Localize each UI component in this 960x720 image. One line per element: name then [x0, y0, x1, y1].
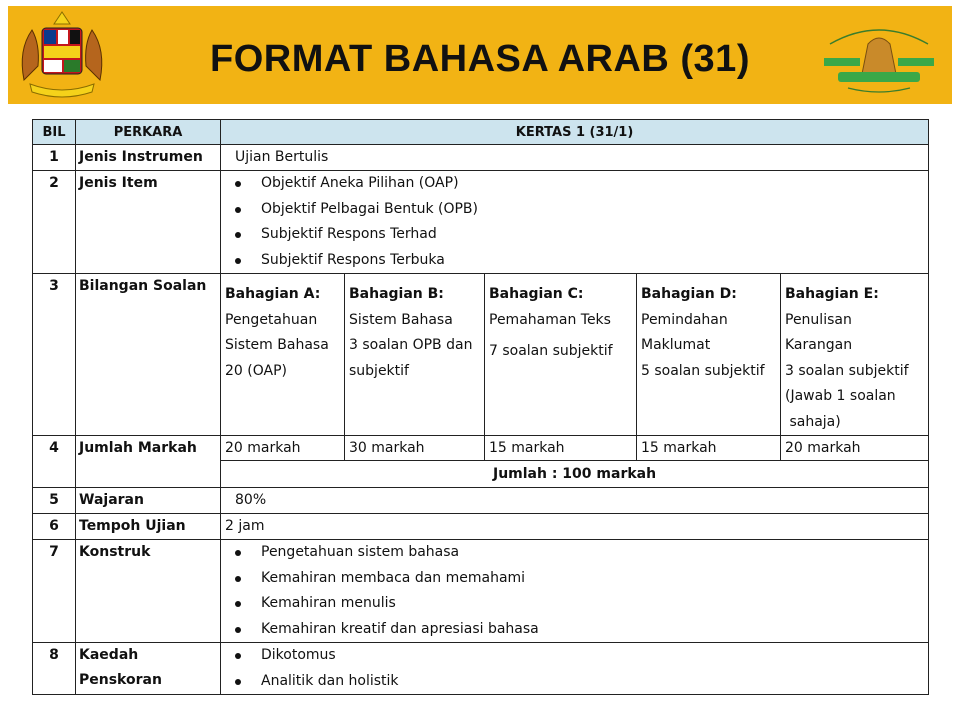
section-line: 20 (OAP) [225, 362, 287, 379]
table-row [33, 274, 929, 436]
malaysia-crest-icon [14, 10, 110, 102]
section-b [345, 274, 485, 436]
table-row [33, 488, 929, 514]
row-value: 2 jam [221, 514, 929, 540]
list-item: Pengetahuan sistem bahasa [227, 540, 922, 566]
row-label: Konstruk [76, 540, 221, 643]
section-line: 7 soalan subjektif [489, 343, 613, 359]
table-row [33, 436, 929, 461]
section-line: Maklumat [641, 337, 711, 353]
section-line: sahaja) [785, 413, 841, 430]
section-heading: Bahagian D: [641, 286, 737, 302]
section-c [485, 274, 637, 436]
section-line: (Jawab 1 soalan [785, 388, 896, 404]
section-line: Karangan [785, 337, 853, 353]
list-item: Subjektif Respons Terhad [227, 222, 922, 248]
marks-e: 20 markah [781, 436, 929, 461]
row-number: 7 [33, 540, 76, 643]
section-line: Sistem Bahasa [349, 311, 453, 328]
table-row [33, 171, 929, 274]
section-heading: Bahagian B: [349, 286, 444, 302]
row-number: 8 [33, 643, 76, 695]
list-item: Kemahiran membaca dan memahami [227, 566, 922, 592]
row-bullets [221, 643, 929, 695]
table-header-row [33, 120, 929, 145]
table-row [33, 514, 929, 540]
row-label [76, 643, 221, 695]
section-line: subjektif [349, 362, 409, 379]
column-header-bil: BIL [33, 120, 76, 145]
row-value: 80% [221, 488, 929, 514]
marks-a: 20 markah [221, 436, 345, 461]
section-line: Sistem Bahasa [225, 337, 329, 353]
column-header-perkara: PERKARA [76, 120, 221, 145]
marks-c: 15 markah [485, 436, 637, 461]
list-item: Objektif Pelbagai Bentuk (OPB) [227, 197, 922, 223]
section-heading: Bahagian A: [225, 286, 321, 302]
row-number: 2 [33, 171, 76, 274]
column-header-kertas: KERTAS 1 (31/1) [221, 120, 929, 145]
row-number: 1 [33, 145, 76, 171]
section-line: Pengetahuan [225, 311, 318, 328]
section-line: Pemahaman Teks [489, 311, 611, 328]
row-bullets [221, 540, 929, 643]
list-item: Kemahiran menulis [227, 591, 922, 617]
page-title: FORMAT BAHASA ARAB (31) [210, 38, 750, 80]
marks-total: Jumlah : 100 markah [221, 461, 929, 488]
marks-b: 30 markah [345, 436, 485, 461]
row-bullets [221, 171, 929, 274]
section-line: 5 soalan subjektif [641, 362, 765, 379]
list-item: Subjektif Respons Terbuka [227, 248, 922, 274]
row-label: Jenis Instrumen [76, 145, 221, 171]
lembaga-peperiksaan-logo-icon [818, 14, 940, 94]
row-label: Wajaran [76, 488, 221, 514]
list-item: Objektif Aneka Pilihan (OAP) [227, 171, 922, 197]
section-heading: Bahagian E: [785, 286, 879, 302]
table-row [33, 643, 929, 695]
section-line: 3 soalan OPB dan [349, 337, 473, 353]
row-label: Jumlah Markah [76, 436, 221, 488]
section-line: Pemindahan [641, 311, 728, 328]
row-number: 3 [33, 274, 76, 436]
section-d [637, 274, 781, 436]
row-number: 6 [33, 514, 76, 540]
table-row [33, 145, 929, 171]
section-e [781, 274, 929, 436]
table-row [33, 540, 929, 643]
row-label: Jenis Item [76, 171, 221, 274]
row-value: Ujian Bertulis [221, 145, 929, 171]
row-number: 5 [33, 488, 76, 514]
list-item: Analitik dan holistik [227, 669, 922, 695]
section-a [221, 274, 345, 436]
list-item: Kemahiran kreatif dan apresiasi bahasa [227, 617, 922, 643]
row-label-line: Kaedah [79, 647, 139, 663]
marks-d: 15 markah [637, 436, 781, 461]
row-label: Tempoh Ujian [76, 514, 221, 540]
row-label-line: Penskoran [79, 672, 162, 688]
section-line: 3 soalan subjektif [785, 362, 909, 379]
exam-format-table [32, 119, 929, 695]
section-line: Penulisan [785, 311, 852, 328]
row-label: Bilangan Soalan [76, 274, 221, 436]
section-heading: Bahagian C: [489, 286, 584, 302]
list-item: Dikotomus [227, 643, 922, 669]
row-number: 4 [33, 436, 76, 488]
